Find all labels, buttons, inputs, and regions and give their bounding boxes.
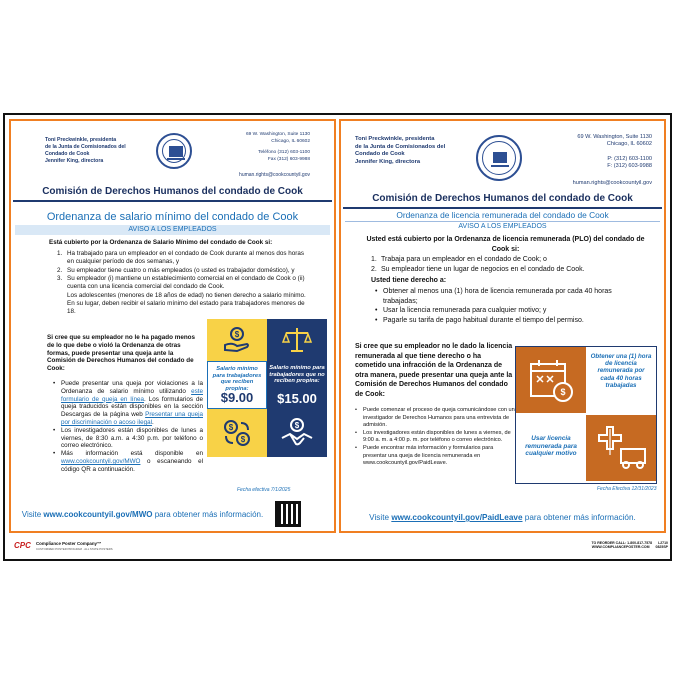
org-line: Toni Preckwinkle, presidenta (355, 136, 435, 142)
company-name: Compliance Poster Company™ (36, 541, 102, 546)
visit-text: Visite (369, 513, 392, 522)
item-text: Más información está disponible en (61, 450, 203, 458)
org-block (45, 137, 135, 165)
org-line: de la Junta de Comisionados del (45, 144, 126, 150)
item-text: Puede presentar una queja por violaciones a la Ordenanza de salario mínimo utilizando (61, 380, 203, 395)
address-line: 69 W. Washington, Suite 1130 (246, 132, 310, 137)
list-item: • Usar la licencia remunerada para cualquier motivo; y (383, 306, 643, 316)
item-text: . (152, 418, 154, 426)
visit-link[interactable]: www.cookcountyil.gov/MWO (43, 510, 153, 519)
notice-banner: AVISO A LOS EMPLEADOS (458, 223, 547, 230)
svg-text:$: $ (294, 421, 300, 430)
list-item: 3. Su empleador (i) mantiene un establecimiento comercial en el condado de Cook o (ii) cuenta con una licencia comercial del condado de Cook. (67, 275, 311, 291)
address-line: Chicago, IL 60602 (606, 141, 652, 148)
list-item: • Puede encontrar más información y formularios para presentar una queja de licencia remunerada en www.cookcountyil.gov/PaidLeave. (363, 445, 515, 468)
mwo-link[interactable]: www.cookcountyil.gov/MWO (61, 457, 141, 465)
visit-line (341, 513, 664, 522)
discrimination-link[interactable]: Presentar una queja por discriminación o acoso ilegal (61, 411, 203, 426)
balance-scale-icon (281, 325, 313, 355)
list-item: • Puede comenzar el proceso de queja comunicándose con un investigador de Derechos Humanos para una entrevista de admisión. (363, 407, 515, 430)
phone-line: Teléfono (312) 603-1100 (258, 150, 310, 156)
handshake-icon (280, 416, 314, 450)
medical-ambulance-icon (593, 419, 649, 475)
svg-text:$: $ (234, 330, 240, 339)
coverage-list (67, 250, 311, 315)
visit-text: para obtener más información. (522, 513, 636, 522)
scale-tile (267, 319, 327, 361)
complaint-heading: Si cree que su empleador no le ha pagado menos de lo que debe o violó la Ordenanza de otras formas, puede presentar una queja ante la Comisión de Derechos Humanos del condado de Cook: (47, 334, 196, 373)
calendar-clock-icon (527, 356, 575, 404)
reorder-website: WWW.COMPLIANCEPOSTER.COM (591, 545, 650, 550)
svg-text:$: $ (240, 435, 246, 444)
list-item: 1. Ha trabajado para un empleador en el condado de Cook durante al menos dos horas en cualquier período de dos semanas, y (67, 250, 311, 266)
paid-leave-notice (339, 119, 666, 533)
notice-banner: AVISO A LOS EMPLEADOS (15, 225, 330, 235)
list-item: • Pagarle su tarifa de pago habitual durante el tiempo del permiso. (383, 316, 643, 326)
cook-county-seal (156, 133, 192, 169)
page-title: Comisión de Derechos Humanos del condado de Cook (343, 189, 662, 209)
cpc-logo: CPC (14, 541, 31, 550)
leave-tiles (515, 346, 657, 484)
complaint-heading: Si cree que su empleador no le dado la licencia remunerada al que tiene derecho o ha cometido una infracción de la Ordenanza de otra manera, puede presentar una queja ante la Comisión de Derechos Humanos del condado de Cook: (355, 343, 513, 398)
reorder-info (540, 541, 668, 550)
reorder-phone: TO REORDER CALL: 1-800-817-7578 (591, 541, 653, 545)
fax-line: Fax (312) 603-9988 (267, 156, 310, 162)
tipped-wage-label: Salario mínimo para trabajadores que reciben propina: (212, 366, 262, 392)
earn-leave-tile (586, 347, 656, 413)
coverage-heading: Usted está cubierto por la Ordenanza de licencia remunerada (PLO) del condado de Cook si: (366, 236, 645, 253)
org-block (355, 136, 455, 166)
address-block (210, 132, 310, 163)
coverage-heading: Está cubierto por la Ordenanza de Salario Mínimo del condado de Cook si: (49, 239, 273, 246)
item-text: . Los formularios de queja traducidos están disponibles en la sección Descargas de la página web (61, 395, 203, 419)
effective-date: Fecha Efectiva 12/31/2023 (597, 486, 657, 492)
org-line: de la Junta de Comisionados del (355, 143, 446, 150)
org-line: Jennifer King, directora (355, 158, 421, 165)
list-item (61, 450, 203, 473)
hand-coin-tile (207, 319, 267, 361)
complaint-list (61, 380, 203, 474)
minimum-wage-notice (9, 119, 336, 533)
version-code: 0825SP (655, 545, 668, 550)
coverage-list (381, 255, 651, 274)
phone-line: P: (312) 603-1100 (607, 155, 652, 162)
product-code: L2710 (658, 541, 668, 545)
svg-text:$: $ (560, 387, 566, 397)
svg-text:$: $ (228, 423, 234, 432)
rights-heading: Usted tiene derecho a: (371, 277, 447, 284)
ordinance-subtitle: Ordenanza de licencia remunerada del condado de Cook (345, 210, 660, 222)
publisher-brand (14, 541, 164, 553)
non-tipped-wage-label: Salario mínimo para trabajadores que no reciben propina: (269, 365, 325, 385)
org-line: Jennifer King, directora (45, 158, 104, 164)
list-item: • Obtener al menos una (1) hora de licencia remunerada por cada 40 horas trabajadas; (383, 287, 643, 306)
list-item: • Los investigadores están disponibles de lunes a viernes, de 9:00 a. m. a 4:00 p. m. por teléfono o correo electrónico. (363, 430, 515, 445)
use-leave-label: Usar licencia remunerada para cualquier motivo (525, 435, 577, 458)
tipped-wage-value: $9.00 (220, 390, 254, 405)
fax-line: F: (312) 603-9988 (607, 163, 652, 170)
effective-date: Fecha efectiva 7/1/2025 (237, 487, 291, 493)
list-item: 2. Su empleador tiene un lugar de negocios en el condado de Cook. (381, 265, 651, 275)
address-line: 69 W. Washington, Suite 1130 (577, 134, 652, 140)
visit-link[interactable]: www.cookcountyil.gov/PaidLeave (391, 513, 523, 522)
non-tipped-wage-value: $15.00 (277, 391, 317, 406)
hand-coin-icon (222, 325, 252, 355)
email-text: human.rights@cookcountyil.gov (572, 180, 652, 186)
wage-tiles (207, 319, 327, 486)
cycle-tile (207, 409, 267, 457)
email-text: human.rights@cookcountyil.gov (239, 172, 310, 178)
handshake-tile (267, 409, 327, 457)
address-line: Chicago, IL 60602 (271, 138, 310, 144)
list-item: Los adolescentes (menores de 18 años de edad) no tienen derecho a salario mínimo. En su lugar, deben recibir el salario mínimo del estado para trabajadores menores de 18. (67, 291, 306, 315)
complaint-list (363, 407, 515, 468)
rights-list (383, 287, 643, 325)
complaint-form-link[interactable]: este formulario de queja en línea (61, 387, 203, 403)
org-line: Toni Preckwinkle, presidenta (45, 137, 117, 143)
qr-code[interactable] (275, 501, 301, 527)
cook-county-seal (476, 135, 522, 181)
item-text: o escaneando el código QR a continuación. (61, 457, 203, 473)
address-block (542, 134, 652, 171)
visit-text: para obtener más información. (152, 510, 264, 519)
page-title: Comisión de Derechos Humanos del condado de Cook (13, 182, 332, 202)
medical-tile (586, 415, 656, 481)
list-item (61, 380, 203, 427)
org-line: Condado de Cook (355, 151, 405, 158)
non-tipped-wage-tile (267, 361, 327, 409)
calendar-tile (516, 347, 586, 413)
header (341, 121, 664, 186)
use-leave-tile (516, 415, 586, 481)
visit-text: Visite (21, 510, 44, 519)
company-tagline: CUSTOMIZED POSTER PROGRAM · ALL STATE POSTERS (36, 547, 113, 551)
header (11, 121, 334, 177)
ordinance-subtitle: Ordenanza de salario mínimo del condado de Cook (46, 211, 299, 223)
money-cycle-icon (221, 417, 253, 449)
list-item: • Los investigadores están disponibles de lunes a viernes, de 8:30 a.m. a 4:30 p.m. por teléfono o correo electrónico. (61, 427, 203, 450)
org-line: Condado de Cook (45, 151, 90, 157)
list-item: 2. Su empleador tiene cuatro o más empleados (o usted es trabajador doméstico), y (67, 267, 311, 275)
tipped-wage-tile (207, 361, 267, 409)
earn-leave-label: Obtener una (1) hora de licencia remunerada por cada 40 horas trabajadas (590, 353, 652, 389)
list-item: 1. Trabaja para un empleador en el condado de Cook; o (381, 255, 651, 265)
